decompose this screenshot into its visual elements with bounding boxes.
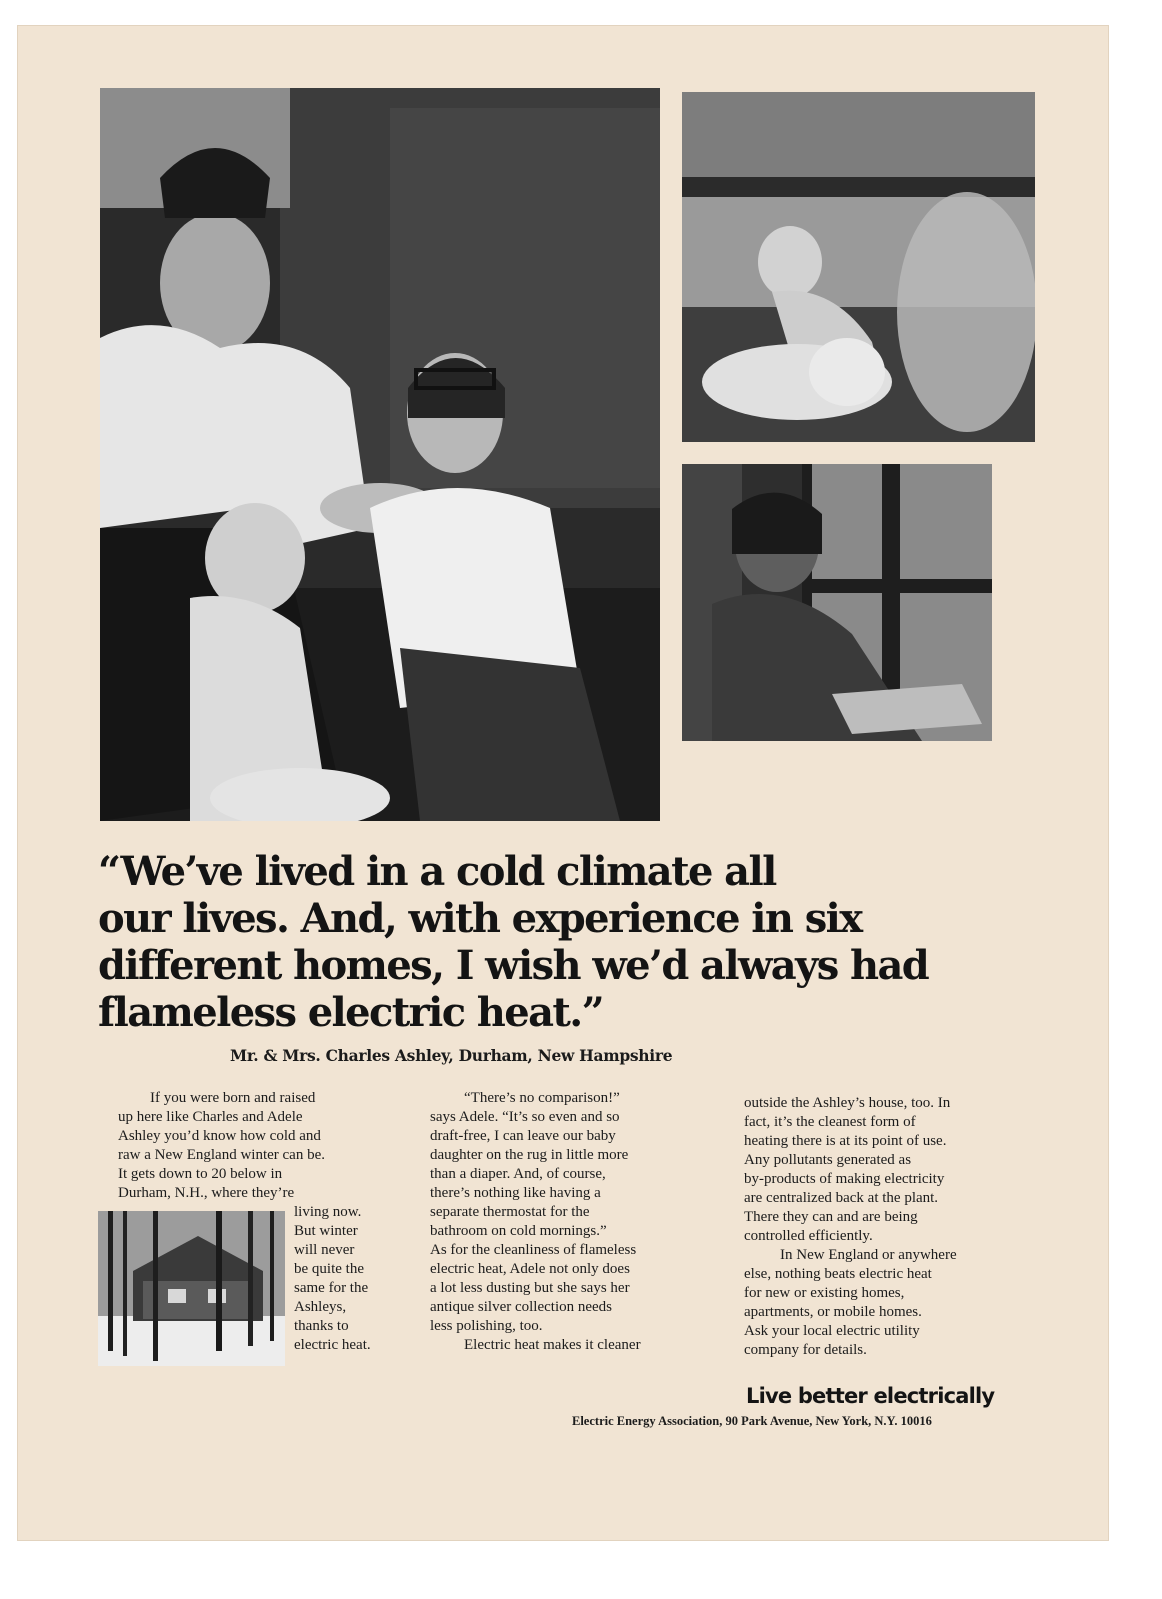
body-line: bathroom on cold mornings.” xyxy=(430,1223,607,1239)
mother-reading-photo xyxy=(682,464,992,741)
headline-line: our lives. And, with experience in six xyxy=(98,895,862,942)
sponsor-address: Electric Energy Association, 90 Park Avenue, New York, N.Y. 10016 xyxy=(572,1414,932,1428)
headline-quote xyxy=(98,848,1058,1036)
body-line: raw a New England winter can be. xyxy=(118,1147,325,1163)
body-line: But winter xyxy=(294,1223,358,1239)
body-line: living now. xyxy=(294,1204,362,1220)
baby-on-rug-photo xyxy=(682,92,1035,442)
body-line: Ask your local electric utility xyxy=(744,1323,920,1339)
body-line: There they can and are being xyxy=(744,1209,918,1225)
body-line: heating there is at its point of use. xyxy=(744,1133,947,1149)
body-line: Ashley you’d know how cold and xyxy=(118,1128,321,1144)
house-in-snow-photo xyxy=(98,1211,285,1366)
body-line: In New England or anywhere xyxy=(780,1247,957,1263)
headline-line: flameless electric heat.” xyxy=(98,989,604,1036)
body-column-1 xyxy=(118,1089,325,1203)
body-line: electric heat. xyxy=(294,1337,371,1353)
family-portrait-photo xyxy=(100,88,660,821)
body-line: draft-free, I can leave our baby xyxy=(430,1128,616,1144)
body-line: Durham, N.H., where they’re xyxy=(118,1185,295,1201)
body-column-1-wrap xyxy=(294,1203,371,1355)
attribution: Mr. & Mrs. Charles Ashley, Durham, New Hampshire xyxy=(230,1046,673,1065)
body-line: apartments, or mobile homes. xyxy=(744,1304,922,1320)
body-line: “There’s no comparison!” xyxy=(464,1090,620,1106)
tagline: Live better electrically xyxy=(746,1384,995,1408)
body-line: antique silver collection needs xyxy=(430,1299,613,1315)
body-line: company for details. xyxy=(744,1342,867,1358)
headline-line: different homes, I wish we’d always had xyxy=(98,942,929,989)
body-line: are centralized back at the plant. xyxy=(744,1190,939,1206)
body-line: fact, it’s the cleanest form of xyxy=(744,1114,916,1130)
body-line: up here like Charles and Adele xyxy=(118,1109,303,1125)
body-line: controlled efficiently. xyxy=(744,1228,873,1244)
body-column-2 xyxy=(430,1089,641,1355)
body-line: same for the xyxy=(294,1280,369,1296)
body-line: If you were born and raised xyxy=(150,1090,316,1106)
body-line: electric heat, Adele not only does xyxy=(430,1261,630,1277)
body-line: there’s nothing like having a xyxy=(430,1185,601,1201)
body-line: will never xyxy=(294,1242,355,1258)
body-column-3 xyxy=(744,1094,957,1360)
body-line: by-products of making electricity xyxy=(744,1171,945,1187)
body-line: Electric heat makes it cleaner xyxy=(464,1337,641,1353)
body-line: outside the Ashley’s house, too. In xyxy=(744,1095,951,1111)
body-line: than a diaper. And, of course, xyxy=(430,1166,606,1182)
body-line: a lot less dusting but she says her xyxy=(430,1280,630,1296)
body-line: daughter on the rug in little more xyxy=(430,1147,629,1163)
body-line: As for the cleanliness of flameless xyxy=(430,1242,637,1258)
body-line: be quite the xyxy=(294,1261,364,1277)
body-line: separate thermostat for the xyxy=(430,1204,590,1220)
body-line: thanks to xyxy=(294,1318,349,1334)
body-line: It gets down to 20 below in xyxy=(118,1166,283,1182)
body-line: says Adele. “It’s so even and so xyxy=(430,1109,620,1125)
headline-line: “We’ve lived in a cold climate all xyxy=(98,848,776,895)
body-line: less polishing, too. xyxy=(430,1318,543,1334)
body-line: Any pollutants generated as xyxy=(744,1152,912,1168)
body-line: Ashleys, xyxy=(294,1299,347,1315)
body-line: for new or existing homes, xyxy=(744,1285,905,1301)
body-line: else, nothing beats electric heat xyxy=(744,1266,932,1282)
